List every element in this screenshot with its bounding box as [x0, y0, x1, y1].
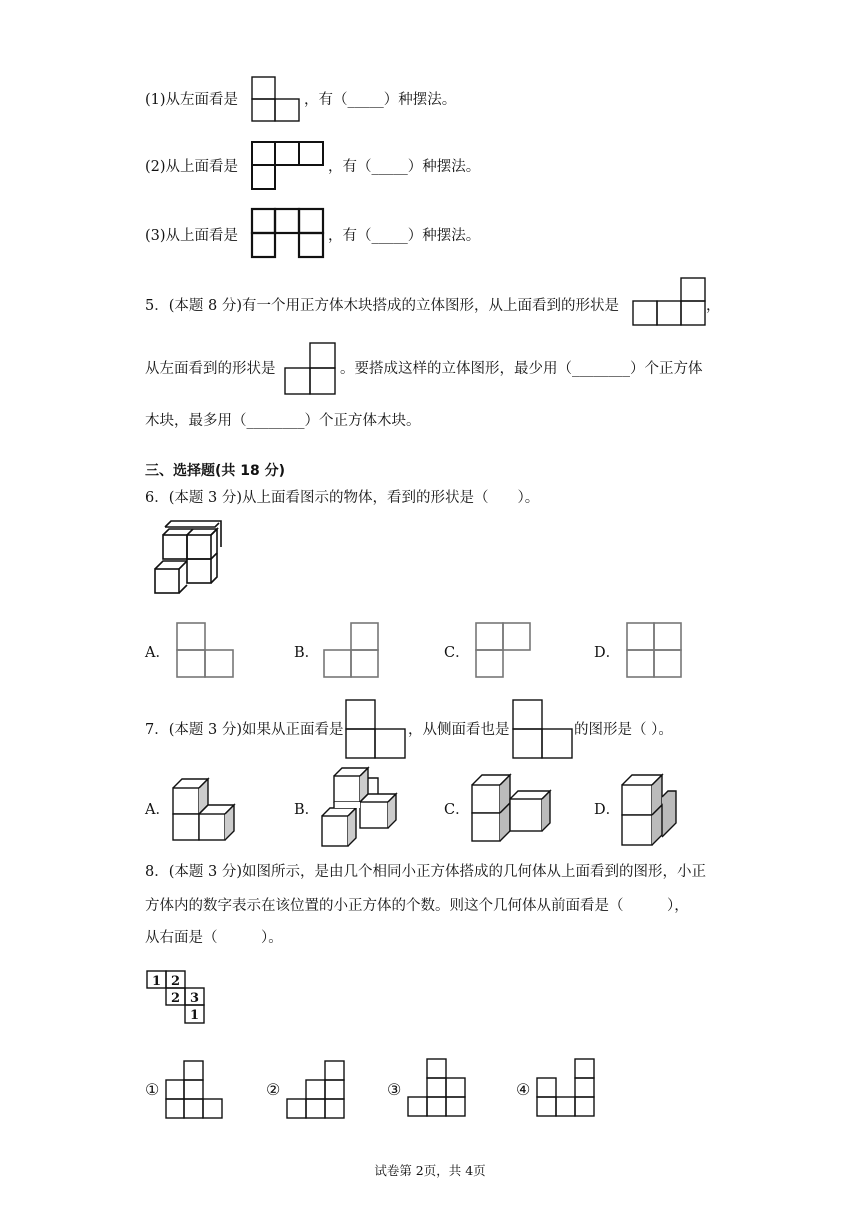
q4-item3-suffix: ，有（_____）种摆法。 — [328, 228, 481, 244]
q7-option-c-figure[interactable] — [470, 771, 556, 843]
grid-number: 2 — [170, 991, 181, 1006]
q7-option-d-label[interactable]: D． — [594, 802, 621, 818]
q7-question-part2: ，从侧面看也是 — [408, 722, 510, 738]
q5-line3: 木块，最多用（________）个正方体木块。 — [145, 413, 421, 429]
q7-option-a-label[interactable]: A． — [145, 802, 170, 818]
q4-item2-figure — [251, 141, 327, 191]
q4-item3-prefix: (3)从上面看是 — [145, 228, 239, 244]
q7-option-b-label[interactable]: B． — [294, 802, 320, 818]
q6-option-b-label[interactable]: B． — [294, 645, 320, 661]
q8-option-4-figure[interactable] — [536, 1058, 598, 1120]
q6-option-c-label[interactable]: C． — [444, 645, 470, 661]
grid-number: 1 — [151, 974, 162, 989]
q6-object-figure — [153, 527, 223, 595]
q8-option-3-label[interactable]: ③ — [387, 1080, 402, 1099]
q4-item2-prefix: (2)从上面看是 — [145, 159, 239, 175]
q6-option-d-figure[interactable] — [626, 622, 684, 678]
q4-item1-suffix: ，有（_____）种摆法。 — [304, 92, 457, 108]
q4-item1-prefix: (1)从左面看是 — [145, 92, 239, 108]
q6-option-a-figure[interactable] — [176, 622, 236, 678]
q8-option-4-label[interactable]: ④ — [516, 1080, 531, 1099]
q7-option-b-figure[interactable] — [320, 768, 404, 852]
q7-side-view-figure — [512, 699, 574, 759]
q7-option-c-label[interactable]: C． — [444, 802, 470, 818]
q6-option-a-label[interactable]: A． — [145, 645, 170, 661]
q8-line1: 8．(本题 3 分)如图所示，是由几个相同小正方体搭成的几何体从上面看到的图形，小正 — [145, 864, 706, 880]
q5-left-view-figure — [284, 342, 338, 396]
q7-question-part3: 的图形是（ ）。 — [574, 722, 673, 738]
q4-item1-figure — [251, 76, 303, 122]
q7-option-a-figure[interactable] — [172, 774, 240, 844]
q4-item2-suffix: ，有（_____）种摆法。 — [328, 159, 481, 175]
q7-front-view-figure — [345, 699, 407, 759]
q6-question: 6．(本题 3 分)从上面看图示的物体，看到的形状是（ ）。 — [145, 490, 540, 506]
q8-option-1-figure[interactable] — [165, 1060, 227, 1122]
q8-line2: 方体内的数字表示在该位置的小正方体的个数。则这个几何体从前面看是（ ）， — [145, 898, 689, 914]
grid-number: 2 — [170, 974, 181, 989]
q6-option-d-label[interactable]: D． — [594, 645, 621, 661]
q4-item3-figure — [251, 208, 327, 260]
q8-option-1-label[interactable]: ① — [145, 1080, 160, 1099]
q5-line2-suffix: 。要搭成这样的立体图形，最少用（________）个正方体 — [340, 361, 703, 377]
q8-option-2-label[interactable]: ② — [266, 1080, 281, 1099]
q5-line1: 5．(本题 8 分)有一个用正方体木块搭成的立体图形，从上面看到的形状是 — [145, 298, 619, 314]
q8-option-3-figure[interactable] — [407, 1058, 469, 1120]
section-title: 三、选择题(共 18 分) — [145, 463, 286, 479]
q8-line3: 从右面是（ ）。 — [145, 930, 283, 946]
grid-number: 3 — [189, 991, 200, 1006]
q5-line1-end: ， — [706, 298, 721, 314]
page-footer: 试卷第 2页，共 4页 — [374, 1163, 486, 1178]
q6-option-c-figure[interactable] — [475, 622, 533, 678]
q5-line2-prefix: 从左面看到的形状是 — [145, 361, 276, 377]
q7-question-part1: 7．(本题 3 分)如果从正面看是 — [145, 722, 344, 738]
q8-top-view-grid — [146, 970, 212, 1030]
q6-option-b-figure[interactable] — [323, 622, 381, 678]
q5-top-view-figure — [632, 277, 708, 327]
grid-number: 1 — [189, 1008, 200, 1023]
q7-option-d-figure[interactable] — [620, 771, 682, 847]
q8-option-2-figure[interactable] — [286, 1060, 348, 1122]
